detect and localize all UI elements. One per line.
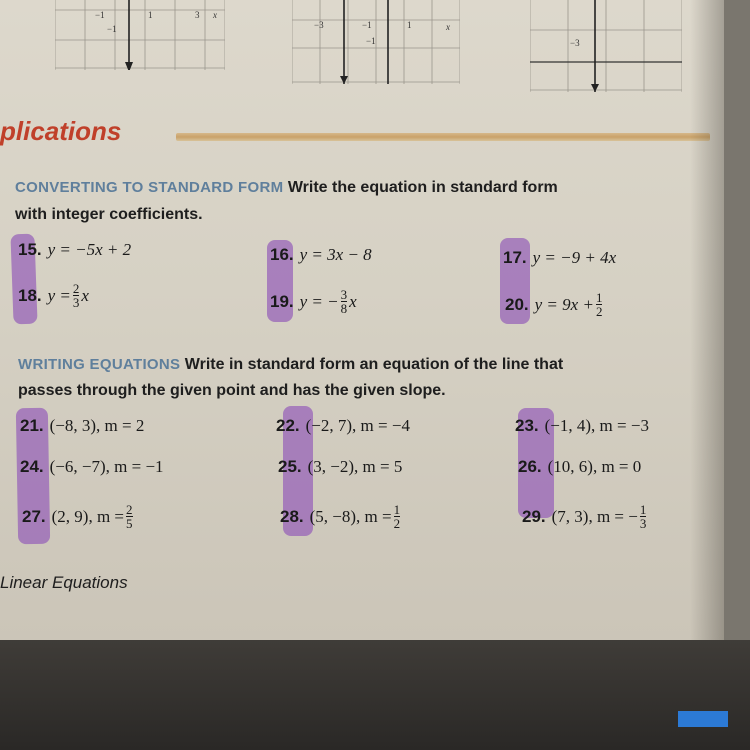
numerator: 1 <box>639 502 647 517</box>
graph-2-axis-label: x <box>446 22 450 32</box>
section-title: plications <box>0 116 122 146</box>
fraction <box>341 288 348 315</box>
problem-number: 27. <box>22 506 46 526</box>
problem-25 <box>278 457 402 477</box>
problem-22 <box>276 416 410 436</box>
problem-equation: y = 3x − 8 <box>299 245 372 264</box>
problem-29 <box>522 503 648 530</box>
fraction <box>73 282 80 309</box>
graph-2-label: −1 <box>362 20 372 30</box>
problem-21 <box>20 416 144 436</box>
problem-24 <box>20 457 164 477</box>
problem-16 <box>270 245 372 265</box>
problem-number: 26. <box>518 457 542 476</box>
graph-3-label: −3 <box>570 38 580 48</box>
fraction <box>596 291 603 318</box>
background-surface <box>0 640 750 750</box>
converting-instruction-line-2: with integer coefficients. <box>15 206 203 223</box>
problem-number: 29. <box>522 506 546 526</box>
page-edge-shadow <box>690 0 724 640</box>
problem-26 <box>518 457 641 477</box>
converting-instruction-line: Write the equation in standard form <box>287 179 558 196</box>
writing-instruction-line: Write in standard form an equation of the line that <box>184 356 564 373</box>
problem-text: (3, −2), m = 5 <box>307 457 403 476</box>
problem-equation: y = − <box>299 291 339 311</box>
problem-number: 15. <box>18 240 42 259</box>
graph-2-grid <box>292 0 460 84</box>
blue-object <box>678 711 728 727</box>
denominator: 3 <box>639 516 647 531</box>
graph-2 <box>292 0 460 70</box>
problem-variable: x <box>81 285 89 305</box>
problem-number: 19. <box>270 291 294 311</box>
graph-1 <box>55 0 225 70</box>
problem-17 <box>503 248 616 268</box>
chapter-footer: Linear Equations <box>0 573 128 592</box>
problem-19 <box>270 288 357 315</box>
graph-1-axis-label: x <box>213 10 217 20</box>
graph-1-label: 3 <box>195 10 200 20</box>
denominator: 2 <box>595 304 603 319</box>
problem-15 <box>18 240 131 260</box>
problem-equation: y = 9x + <box>534 294 594 314</box>
problem-18 <box>18 282 89 309</box>
numerator: 1 <box>393 502 401 517</box>
converting-instructions <box>15 179 558 197</box>
fraction <box>640 503 647 530</box>
problem-text: (−8, 3), m = 2 <box>49 416 145 435</box>
numerator: 1 <box>595 290 603 305</box>
graph-3-grid <box>530 0 682 92</box>
writing-instructions <box>18 356 563 374</box>
problem-text: (7, 3), m = − <box>551 506 638 526</box>
problem-number: 17. <box>503 248 527 267</box>
graph-2-label: −3 <box>314 20 324 30</box>
problem-text: (−2, 7), m = −4 <box>305 416 410 435</box>
problem-number: 21. <box>20 416 44 435</box>
problem-equation: y = −9 + 4x <box>532 248 617 267</box>
problem-28 <box>280 503 402 530</box>
problem-text: (10, 6), m = 0 <box>547 457 642 476</box>
graph-2-label: −1 <box>366 36 376 46</box>
problem-number: 20. <box>505 294 529 314</box>
graph-3 <box>530 0 682 92</box>
graph-1-label: 1 <box>148 10 153 20</box>
problem-text: (−1, 4), m = −3 <box>544 416 649 435</box>
problem-23 <box>515 416 649 436</box>
problem-number: 25. <box>278 457 302 476</box>
denominator: 2 <box>393 516 401 531</box>
writing-instruction-line-2: passes through the given point and has the given slope. <box>18 382 446 399</box>
problem-20 <box>505 291 604 318</box>
problem-text: (−6, −7), m = −1 <box>49 457 164 476</box>
problem-number: 22. <box>276 416 300 435</box>
fraction <box>394 503 401 530</box>
problem-text: (2, 9), m = <box>51 506 125 526</box>
problem-text: (5, −8), m = <box>309 506 392 526</box>
graph-1-label: −1 <box>95 10 105 20</box>
title-rule <box>176 133 710 141</box>
problem-variable: x <box>349 291 357 311</box>
problem-equation: y = −5x + 2 <box>47 240 132 259</box>
problem-number: 18. <box>18 285 42 305</box>
graph-1-label: −1 <box>107 24 117 34</box>
problem-27 <box>22 503 135 530</box>
numerator: 2 <box>126 502 133 517</box>
graph-2-label: 1 <box>407 20 412 30</box>
fraction <box>126 503 133 530</box>
problem-number: 28. <box>280 506 304 526</box>
writing-tag: WRITING EQUATIONS <box>18 356 181 373</box>
denominator: 8 <box>340 301 348 316</box>
problem-number: 16. <box>270 245 294 264</box>
problem-equation: y = <box>47 285 71 305</box>
denominator: 5 <box>126 516 133 531</box>
denominator: 3 <box>72 295 80 310</box>
converting-tag: CONVERTING TO STANDARD FORM <box>15 179 284 196</box>
numerator: 3 <box>340 287 348 302</box>
numerator: 2 <box>72 281 80 296</box>
problem-number: 24. <box>20 457 44 476</box>
problem-number: 23. <box>515 416 539 435</box>
